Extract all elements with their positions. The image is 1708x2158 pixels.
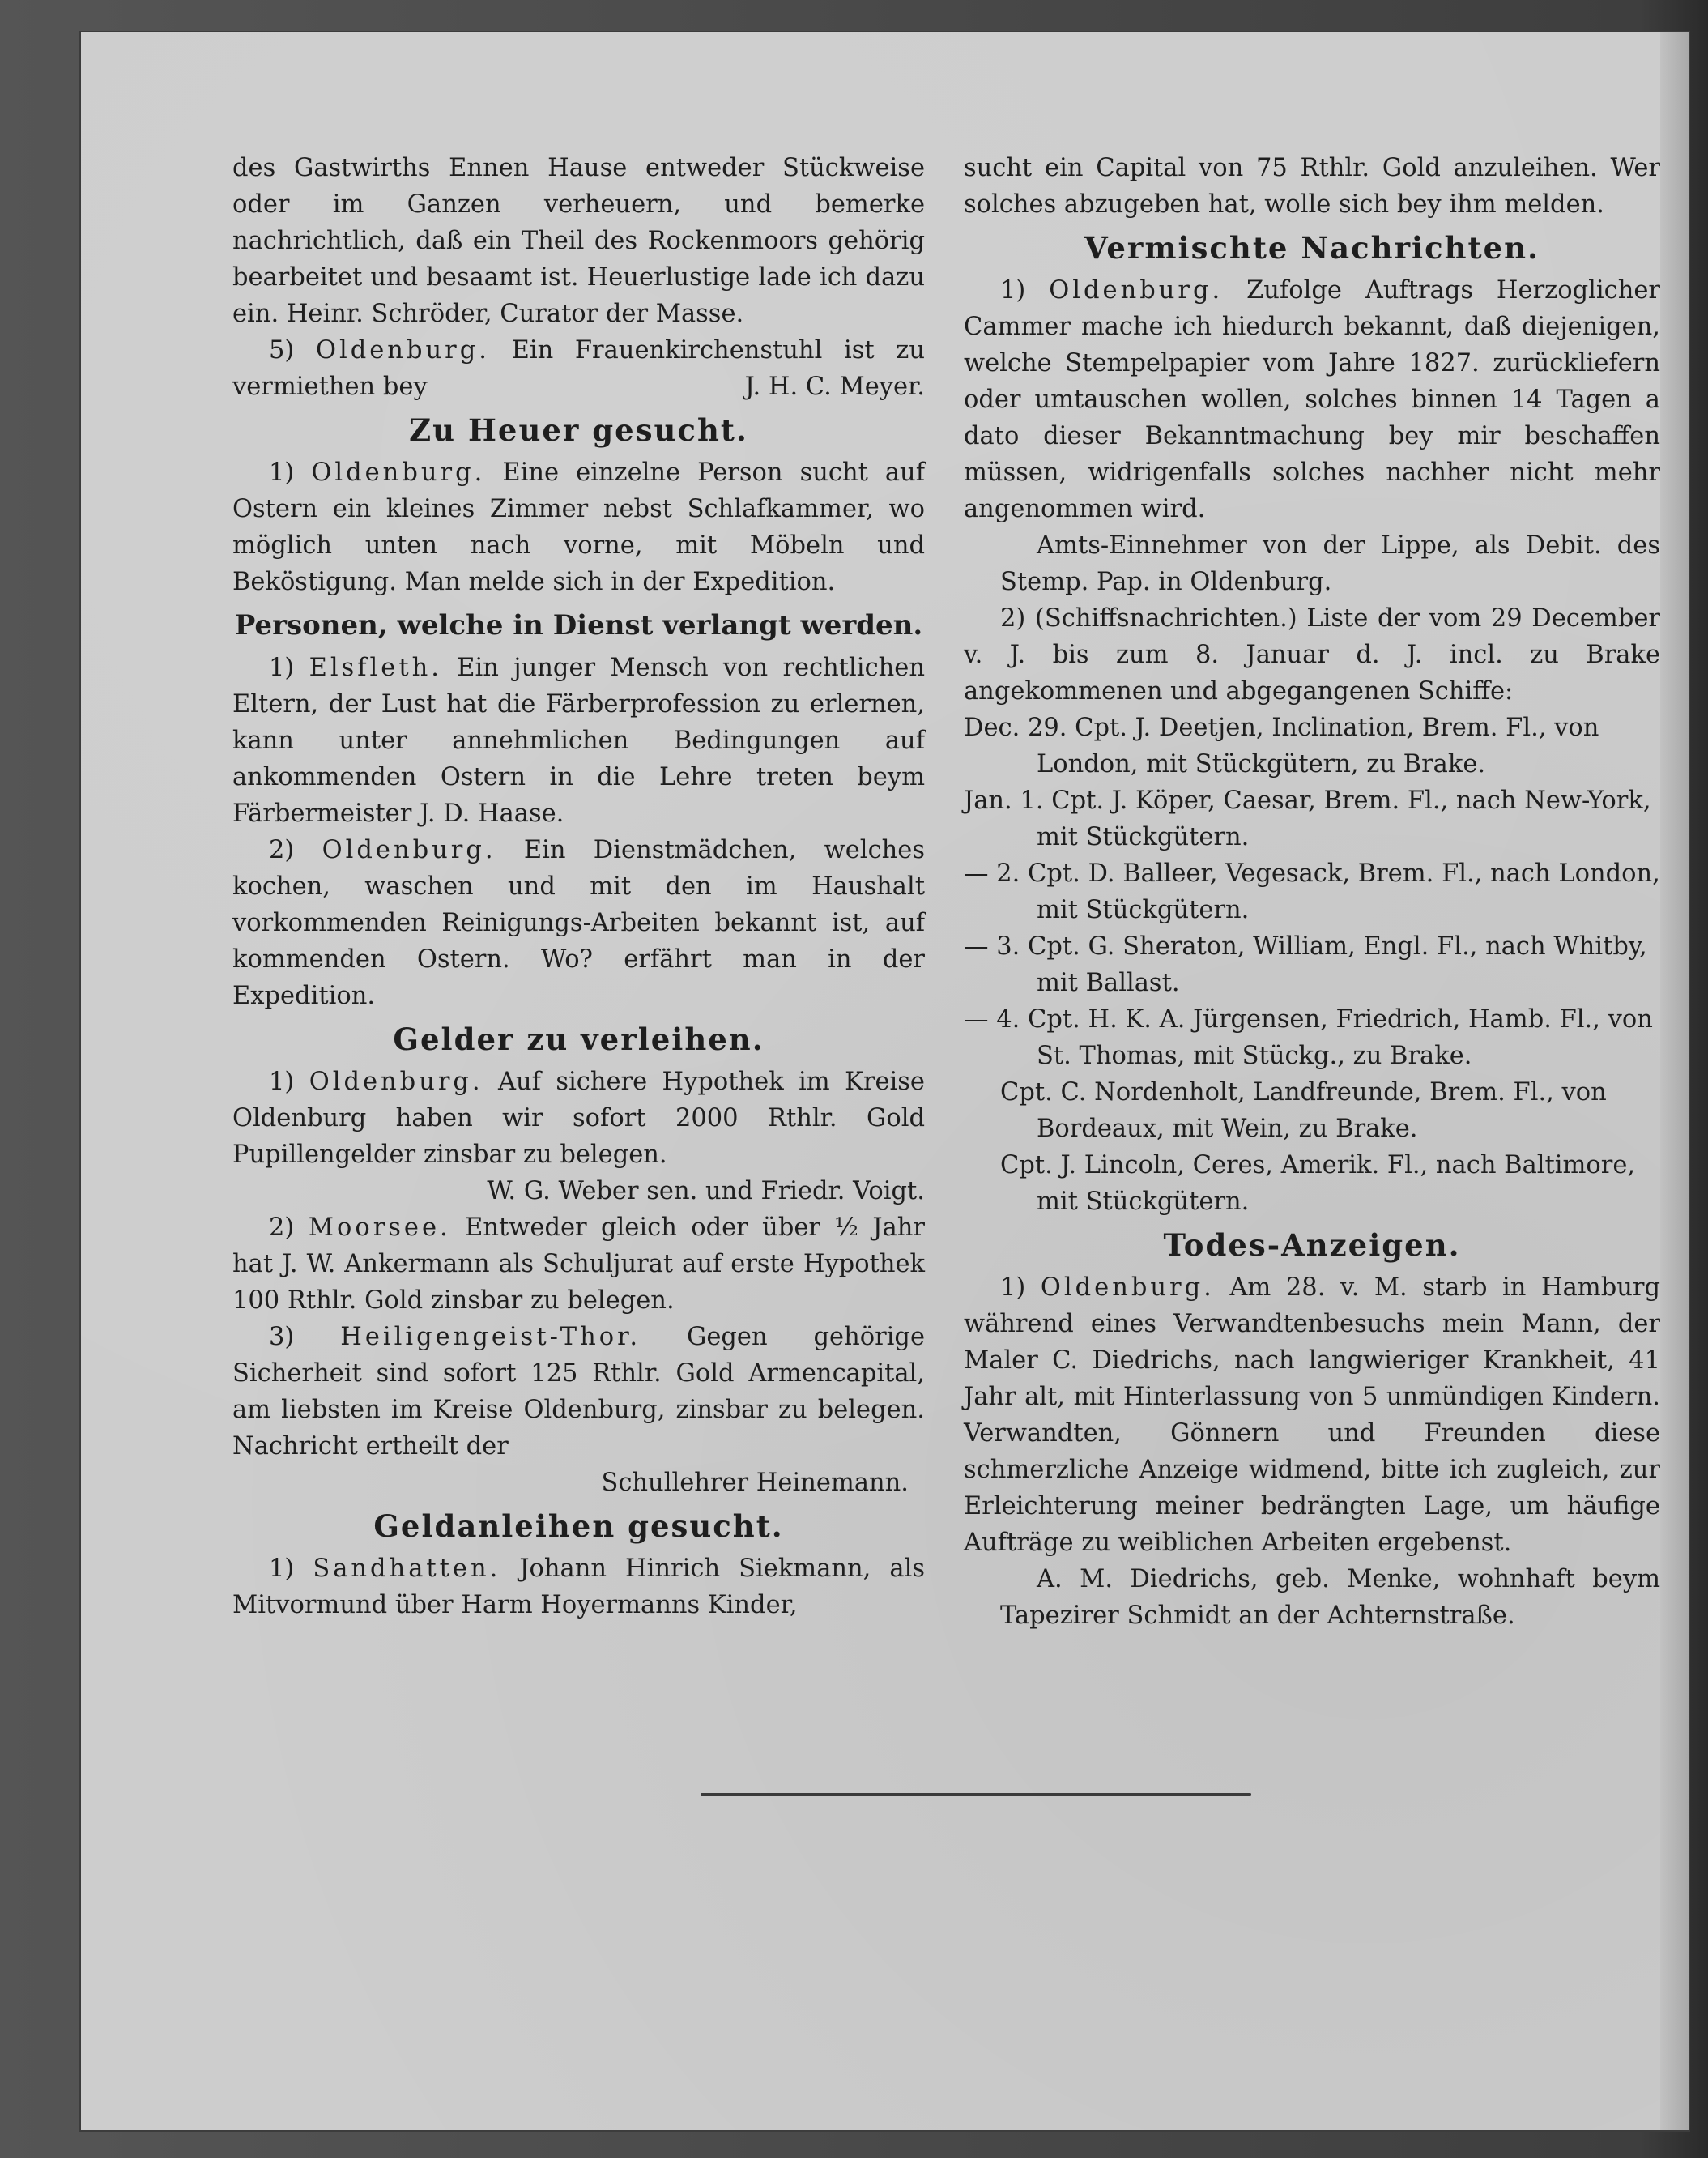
entry-signature: J. H. C. Meyer. — [744, 373, 925, 401]
entry-number: 3) — [269, 1323, 295, 1351]
heading-zu-heuer-gesucht: Zu Heuer gesucht. — [409, 412, 748, 448]
continued-text: des Gastwirths Ennen Hause entweder Stückweise oder im Ganzen verheuern, und bemerke nachrichtlich, daß ein Theil des Rockenmoors gehörig bearbeitet und besaamt ist. Heuerlustige lade ich dazu ein. Heinr. Schröder, Curator der Masse. — [232, 154, 925, 328]
ship-entry: Jan. 1. Cpt. J. Köper, Caesar, Brem. Fl., nach New-York, mit Stückgütern. — [964, 787, 1651, 851]
entry-number: 1) — [269, 654, 295, 682]
left-column — [232, 150, 925, 1623]
entry-place: Oldenburg. — [1049, 276, 1224, 305]
geldanleihen-entry-1 — [232, 1550, 925, 1623]
heuer-entry-1 — [232, 454, 925, 600]
entry-place: Oldenburg. — [1040, 1273, 1215, 1302]
personen-entry-1 — [232, 650, 925, 832]
ship-entry: — 3. Cpt. G. Sheraton, William, Engl. Fl., nach Whitby, mit Ballast. — [964, 932, 1647, 997]
entry-place: (Schiffsnachrichten.) — [1034, 604, 1297, 633]
entry-place: Elsfleth. — [309, 654, 442, 682]
gelder-entry-3 — [232, 1319, 925, 1465]
personen-entry-2 — [232, 832, 925, 1014]
entry-signature: Amts-Einnehmer von der Lippe, als Debit. des Stemp. Pap. in Oldenburg. — [1000, 531, 1660, 596]
ship-entry: Cpt. J. Lincoln, Ceres, Amerik. Fl., nach Baltimore, mit Stückgütern. — [1000, 1151, 1636, 1216]
verm-entry-2 — [964, 600, 1660, 710]
entry-place: Sandhatten. — [313, 1555, 501, 1583]
continued-text: sucht ein Capital von 75 Rthlr. Gold anzuleihen. Wer solches abzugeben hat, wolle sich bey ihm melden. — [964, 154, 1660, 219]
entry-text: Johann Hinrich Siekmann, als Mitvormund über Harm Hoyermanns Kinder, — [232, 1555, 925, 1619]
ship-entry: Cpt. C. Nordenholt, Landfreunde, Brem. Fl., von Bordeaux, mit Wein, zu Brake. — [1000, 1078, 1607, 1143]
entry-number: 2) — [269, 1213, 295, 1242]
section-divider-rule — [701, 1793, 1251, 1796]
entry-number: 1) — [1000, 1273, 1026, 1302]
entry-number: 1) — [269, 1555, 295, 1583]
entry-text: Entweder gleich oder über ½ Jahr hat J. W. Ankermann als Schuljurat auf erste Hypothek 100 Rthlr. Gold zinsbar zu belegen. — [232, 1213, 925, 1315]
entry-text: Gegen gehörige Sicherheit sind sofort 125 Rthlr. Gold Armencapital, am liebsten im Kreise Oldenburg, zinsbar zu belegen. Nachricht ertheilt der — [232, 1323, 925, 1461]
entry-place: Heiligengeist-Thor. — [340, 1323, 641, 1351]
entry-place: Oldenburg. — [311, 458, 486, 487]
entry-signature: W. G. Weber sen. und Friedr. Voigt. — [487, 1177, 925, 1205]
entry-number: 1) — [269, 458, 295, 487]
entry-text: Auf sichere Hypothek im Kreise Oldenburg haben wir sofort 2000 Rthlr. Gold Pupillengelder zinsbar zu belegen. — [232, 1068, 925, 1169]
right-column — [964, 150, 1660, 1634]
heading-geldanleihen-gesucht: Geldanleihen gesucht. — [373, 1508, 784, 1544]
entry-place: Oldenburg. — [322, 836, 496, 864]
entry-signature: Schullehrer Heinemann. — [601, 1469, 909, 1497]
entry-place: Moorsee. — [308, 1213, 451, 1242]
entry-text: Zufolge Auftrags Herzoglicher Cammer mache ich hiedurch bekannt, daß diejenigen, welche Stempelpapier vom Jahre 1827. zurückliefern oder umtauschen wollen, solches binnen 14 Tagen a dato dieser Bekanntmachung bey mir beschaffen müssen, widrigenfalls solches nachher nicht mehr angenommen wird. — [964, 276, 1660, 523]
heading-vermischte-nachrichten: Vermischte Nachrichten. — [1084, 230, 1540, 266]
entry-number: 2) — [269, 836, 295, 864]
ship-entry: — 4. Cpt. H. K. A. Jürgensen, Friedrich, Hamb. Fl., von St. Thomas, mit Stückg., zu Brake. — [964, 1005, 1653, 1070]
entry-text: Am 28. v. M. starb in Hamburg während eines Verwandtenbesuchs mein Mann, der Maler C. Diedrichs, nach langwieriger Krankheit, 41 Jahr alt, mit Hinterlassung von 5 unmündigen Kindern. Verwandten, Gönnern und Freunden diese schmerzliche Anzeige widmend, bitte ich zugleich, zur Erleichterung meiner bedrängten Lage, um häufige Aufträge zu weiblichen Arbeiten ergebenst. — [964, 1273, 1660, 1557]
entry-text: Liste der vom 29 December v. J. bis zum 8. Januar d. J. incl. zu Brake angekommenen und abgegangenen Schiffe: — [964, 604, 1661, 706]
gelder-entry-1 — [232, 1064, 925, 1173]
entry-signature: A. M. Diedrichs, geb. Menke, wohnhaft beym Tapezirer Schmidt an der Achternstraße. — [1000, 1565, 1660, 1630]
heading-todes-anzeigen: Todes-Anzeigen. — [1163, 1227, 1461, 1263]
heading-gelder-zu-verleihen: Gelder zu verleihen. — [393, 1021, 765, 1057]
entry-text: Ein junger Mensch von rechtlichen Eltern, der Lust hat die Färberprofession zu erlernen, kann unter annehmlichen Bedingungen auf ankommenden Ostern in die Lehre treten beym Färbermeister J. D. Haase. — [232, 654, 925, 828]
entry-text: Ein Dienstmädchen, welches kochen, waschen und mit den im Haushalt vorkommenden Reinigungs-Arbeiten bekannt ist, auf kommenden Ostern. Wo? erfährt man in der Expedition. — [232, 836, 925, 1010]
ship-entry: Dec. 29. Cpt. J. Deetjen, Inclination, Brem. Fl., von London, mit Stückgütern, zu Brake. — [964, 714, 1599, 778]
heading-personen-dienst: Personen, welche in Dienst verlangt werden. — [234, 609, 923, 642]
entry-number: 1) — [1000, 276, 1026, 305]
entry-text: Eine einzelne Person sucht auf Ostern ein kleines Zimmer nebst Schlafkammer, wo möglich unten nach vorne, mit Möbeln und Beköstigung. Man melde sich in der Expedition. — [232, 458, 925, 596]
entry-text: Ein Frauenkirchenstuhl ist zu vermiethen bey — [232, 336, 925, 401]
entry-place: Oldenburg. — [315, 336, 490, 365]
entry-number: 2) — [1000, 604, 1026, 633]
ship-entry: — 2. Cpt. D. Balleer, Vegesack, Brem. Fl., nach London, mit Stückgütern. — [964, 859, 1660, 924]
gelder-entry-2 — [232, 1209, 925, 1319]
entry-number: 1) — [269, 1068, 295, 1096]
verm-entry-1 — [964, 272, 1660, 527]
entry-place: Oldenburg. — [309, 1068, 483, 1096]
entry-5 — [232, 332, 925, 405]
todes-entry-1 — [964, 1269, 1660, 1561]
page-edge — [1660, 32, 1689, 2130]
entry-number: 5) — [269, 336, 295, 365]
